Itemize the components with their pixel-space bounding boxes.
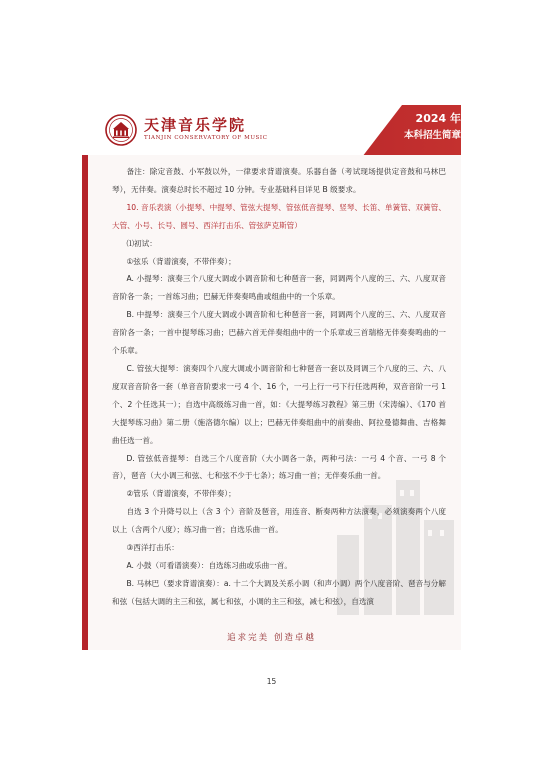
subsection-heading: ⑴初试： <box>126 238 157 248</box>
brochure-title: 本科招生简章 <box>403 130 461 141</box>
requirement-paragraph: A. 小提琴：演奏三个八度大调或小调音阶和七种琶音一套，同调两个八度的三、六、八度双音音阶各一条；一首练习曲；巴赫无伴奏奏鸣曲或组曲中的一个乐章。 <box>112 274 446 302</box>
requirement-paragraph: D. 管弦低音提琴：自选三个八度音阶（大小调各一条，两种弓法：一弓 4 个音、一弓 8 个音），琶音（大小调三和弦、七和弦不少于七条）；练习曲一首；无伴奏乐曲一首。 <box>112 453 446 481</box>
school-name: 天津音乐学院 <box>144 116 247 134</box>
remark-paragraph: 备注：除定音鼓、小军鼓以外，一律要求背谱演奏。乐器自备（考试现场提供定音鼓和马林巴琴），无伴奏。演奏总时长不超过 10 分钟。专业基础科目详见 B 级要求。 <box>112 167 446 194</box>
school-emblem-icon <box>105 114 137 146</box>
school-name-english: TIANJIN CONSERVATORY OF MUSIC <box>144 135 268 141</box>
page-number: 15 <box>266 677 277 686</box>
category-heading: ③西洋打击乐： <box>126 543 179 553</box>
brochure-page <box>82 105 461 650</box>
brochure-year: 2024 年 <box>415 112 461 125</box>
category-heading: ①弦乐（背谱演奏，不带伴奏）； <box>126 256 236 266</box>
footer-slogan: 追求完美 创造卓越 <box>227 633 316 643</box>
requirement-paragraph: B. 中提琴：演奏三个八度大调或小调音阶和七种琶音一套，同调两个八度的三、六、八度双音音阶各一条；一首中提琴练习曲；巴赫六首无伴奏组曲中的一个乐章或三首瑞格无伴奏奏鸣曲的一个乐章。 <box>112 310 446 356</box>
section-heading: 10. 音乐表演（小提琴、中提琴、管弦大提琴、管弦低音提琴、竖琴、长笛、单簧管、双簧管、大管、小号、长号、圆号、西洋打击乐、管弦萨克斯管） <box>112 202 446 230</box>
requirement-paragraph: C. 管弦大提琴：演奏四个八度大调或小调音阶和七种琶音一套以及同调三个八度的三、六、八度双音音阶各一套（单音音阶要求一弓 4 个、16 个，一弓上行一弓下行任选两种，双音音阶一弓 1 个、2 个任选其一）；自选中高级练习曲一首，如：《大提琴练习教程》第三册（宋涛编）、《170 首大提琴练习曲》第二册（施洛德尔编）以上；巴赫无伴奏组曲中的前奏曲、阿拉曼德舞曲、吉格舞曲任选一首。 <box>112 363 446 445</box>
requirement-paragraph: B. 马林巴（要求背谱演奏）：a. 十二个大调及关系小调（和声小调）两个八度音阶、琶音与分解和弦（包括大调的主三和弦，属七和弦，小调的主三和弦，减七和弦），自选演 <box>112 578 446 606</box>
requirement-paragraph: 自选 3 个升降号以上（含 3 个）音阶及琶音，用连音、断奏两种方法演奏，必须演奏两个八度以上（含两个八度）；练习曲一首；自选乐曲一首。 <box>112 507 446 535</box>
brochure-content <box>112 163 446 611</box>
category-heading: ②管乐（背谱演奏，不带伴奏）； <box>126 489 236 499</box>
requirement-paragraph: A. 小鼓（可看谱演奏）：自选练习曲或乐曲一首。 <box>126 560 292 570</box>
header-banner <box>82 105 461 155</box>
left-accent-strip <box>82 155 88 650</box>
